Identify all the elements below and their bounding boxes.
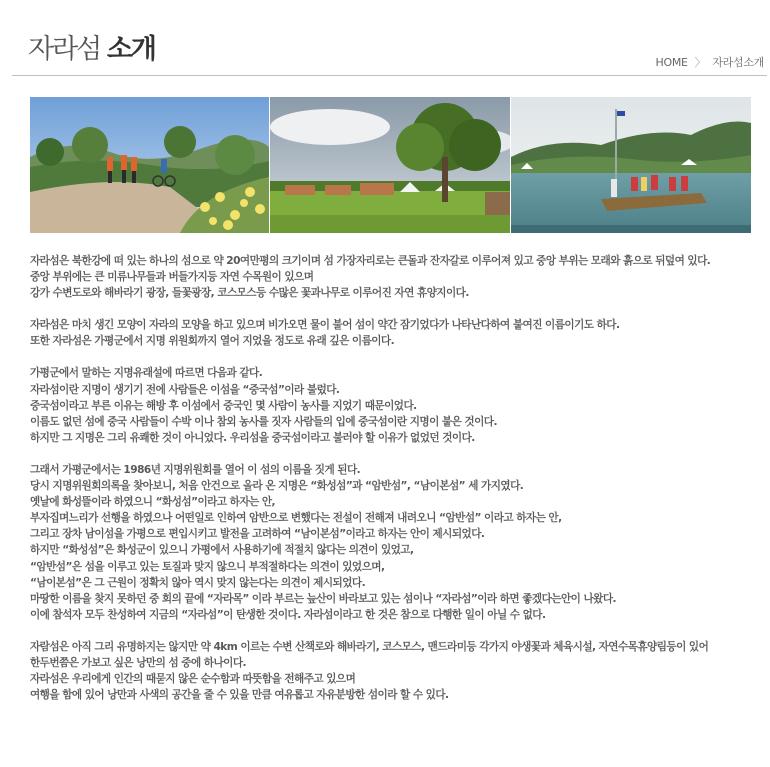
text-line: 자람섬은 아직 그리 유명하지는 않지만 약 4km 이르는 수변 산책로와 해바라기, 코스모스, 맨드라미등 각가지 야생꽃과 체육시설, 자연수목휴양림등이 있어 (30, 640, 709, 653)
text-line: 그래서 가평군에서는 1986년 지명위원회를 열어 이 섬의 이름을 짓게 된다. (30, 463, 361, 476)
campground-photo (270, 97, 510, 233)
page-title (28, 33, 155, 67)
page-title-prefix: 자라섬 (28, 34, 101, 65)
text-line: 이에 참석자 모두 찬성하여 지금의 “자라섬”이 탄생한 것이다. 자라섬이라고 한 것은 참으로 다행한 일이 아닐 수 없다. (30, 608, 546, 621)
breadcrumb (655, 54, 764, 70)
paragraph-1 (30, 253, 755, 301)
breadcrumb-separator-icon: 〉 (694, 56, 706, 69)
header-divider (12, 75, 767, 76)
paragraph-5 (30, 639, 755, 703)
text-line: 옛날에 화성뜰이라 하였으니 “화성섬”이라고 하자는 안, (30, 496, 276, 509)
page-title-bold: 소개 (106, 34, 156, 65)
text-line: 여행을 함에 있어 낭만과 사색의 공간을 줄 수 있을 만큼 여유롭고 자유분방한 섬이라 할 수 있다. (30, 689, 449, 702)
paragraph-4 (30, 462, 755, 623)
breadcrumb-current: 자라섬소개 (712, 56, 764, 69)
text-line: 중국섬이라고 부른 이유는 해방 후 이섬에서 중국인 몇 사람이 농사를 지었기 때문이었다. (30, 399, 417, 412)
text-line: 자라섬은 북한강에 떠 있는 하나의 섬으로 약 20여만평의 크기이며 섬 가장자리로는 큰돌과 잔자갈로 이루어져 있고 중앙 부위는 모래와 흙으로 뒤덮여 있다. (30, 255, 711, 267)
raft-river-photo (511, 97, 751, 233)
text-line: 중앙 부위에는 큰 미류나무들과 버들가지등 자연 수목원이 있으며 (30, 271, 314, 284)
paragraph-3 (30, 365, 755, 445)
text-line: 자라섬은 우리에게 인간의 때묻지 않은 순수함과 따뜻함을 전해주고 있으며 (30, 673, 356, 686)
intro-text (30, 253, 755, 719)
text-line: 당시 지명위원회의록을 찾아보니, 처음 안건으로 올라 온 지명은 “화성섬”과 “암반섬”, “남이본섬” 세 가지였다. (30, 480, 524, 493)
text-line: 부자집며느리가 선행을 하였으나 어떤일로 인하여 암반으로 변했다는 전설이 전해져 내려오니 “암반섬” 이라고 하자는 안, (30, 512, 562, 525)
breadcrumb-home-link[interactable]: HOME (655, 56, 688, 69)
text-line: “남이본섬”은 그 근원이 정확치 않아 역시 맞지 않는다는 의견이 제시되었다. (30, 576, 366, 589)
photo-strip (30, 97, 751, 233)
text-line: 마땅한 이름을 찾지 못하던 중 회의 끝에 “자라목” 이라 부르는 늪산이 바라보고 있는 섬이나 “자라섬”이라 하면 좋겠다는안이 나왔다. (30, 592, 617, 605)
paragraph-2 (30, 317, 755, 349)
text-line: 하지만 “화성섬”은 화성군이 있으니 가평에서 사용하기에 적절치 않다는 의견이 있었고, (30, 544, 414, 557)
text-line: 가평군에서 말하는 지명유래설에 따르면 다음과 같다. (30, 367, 263, 380)
text-line: 자라섬은 마치 생긴 모양이 자라의 모양을 하고 있으며 비가오면 물이 불어 섬이 약간 잠기었다가 나타난다하여 붙여진 이름이기도 하다. (30, 319, 620, 332)
text-line: 또한 자라섬은 가평군에서 지명 위원회까지 열어 지었을 정도로 유래 깊은 이름이다. (30, 335, 395, 348)
text-line: 하지만 그 지명은 그리 유쾌한 것이 아니었다. 우리섬을 중국섬이라고 불러야 할 이유가 없었던 것이다. (30, 431, 475, 444)
page-header (0, 0, 770, 76)
text-line: 한두번쯤은 가보고 싶은 낭만의 섬 중에 하나이다. (30, 656, 246, 669)
text-line: “암반섬”은 섬을 이루고 있는 토질과 맞지 않으니 부적절하다는 의견이 있었으며, (30, 560, 385, 573)
text-line: 그리고 장차 남이섬을 가평으로 편입시키고 발전을 고려하여 “남이본섬”이라고 하자는 안이 제시되었다. (30, 528, 485, 541)
text-line: 이름도 없던 섬에 중국 사람들이 수박 이나 참외 농사를 짓자 사람들의 입에 중국섬이란 지명이 붙은 것이다. (30, 415, 497, 428)
bicycle-path-photo (30, 97, 269, 233)
text-line: 자라섬이란 지명이 생기기 전에 사람들은 이섬을 “중국섬”이라 불렀다. (30, 383, 340, 396)
text-line: 강가 수변도로와 해바라기 광장, 들꽃광장, 코스모스등 수많은 꽃과나무로 이루어진 자연 휴양지이다. (30, 287, 469, 300)
